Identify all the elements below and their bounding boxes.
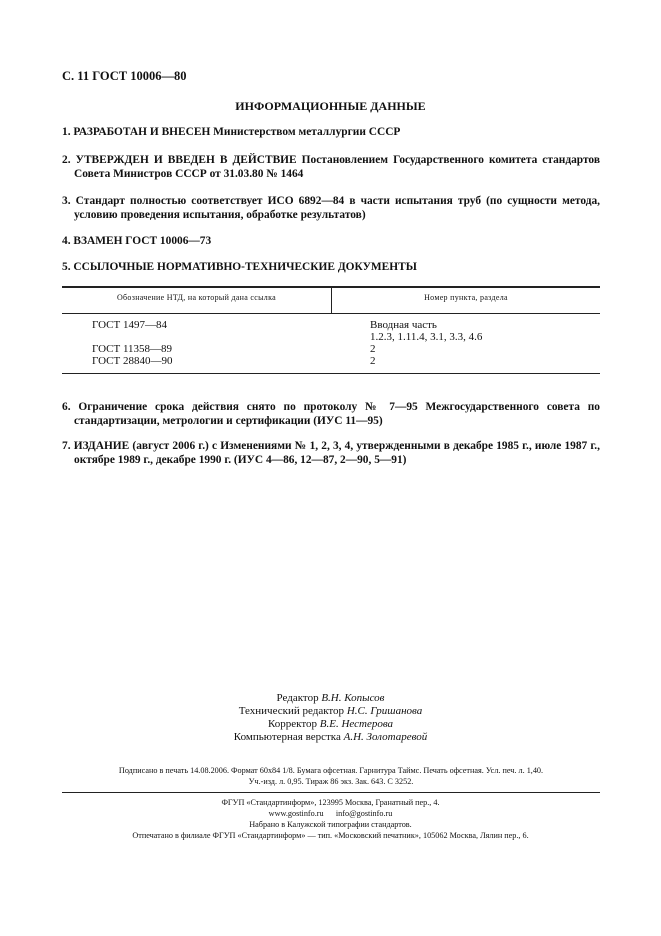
item-number: 4. xyxy=(62,235,71,247)
credit-layout: Компьютерная верстка А.Н. Золотаревой xyxy=(233,731,428,743)
website-link[interactable]: www.gostinfo.ru xyxy=(268,809,324,818)
imprint-line-2: Уч.-изд. л. 0,95. Тираж 86 экз. Зак. 643. С 3252. xyxy=(248,777,414,786)
table-cell-ref: 2 xyxy=(370,343,376,355)
publisher-contacts xyxy=(30,809,631,820)
info-item-6 xyxy=(62,401,600,428)
item-number: 3. xyxy=(62,195,71,207)
credit-editor: Редактор В.Н. Копысов xyxy=(276,692,385,704)
credit-proofreader: Корректор В.Е. Нестерова xyxy=(267,718,394,730)
item-text: Стандарт полностью соответствует ИСО 6892—84 в части испытания труб (по сущности метода, условию проведения испытания, обработке результатов) xyxy=(74,195,601,221)
imprint-line-1: Подписано в печать 14.08.2006. Формат 60x84 1/8. Бумага офсетная. Гарнитура Таймс. Печать офсетная. Усл. печ. л. 1,40. xyxy=(118,766,544,775)
info-item-7 xyxy=(62,440,600,467)
item-text: РАЗРАБОТАН И ВНЕСЕН Министерством металлургии СССР xyxy=(73,126,401,138)
email-link[interactable]: info@gostinfo.ru xyxy=(335,809,393,818)
info-item-5 xyxy=(62,261,600,275)
credits-block xyxy=(0,692,661,744)
footer-rule xyxy=(62,792,600,793)
item-number: 7. xyxy=(62,440,71,452)
item-text: ССЫЛОЧНЫЕ НОРМАТИВНО-ТЕХНИЧЕСКИЕ ДОКУМЕНТЫ xyxy=(73,261,417,273)
item-text: Ограничение срока действия снято по протоколу № 7—95 Межгосударственного совета по стандартизации, метрологии и сертификации (ИУС 11—95) xyxy=(74,401,600,427)
publisher-address: ФГУП «Стандартинформ», 123995 Москва, Гранатный пер., 4. xyxy=(221,798,440,807)
table-cell-ref: 2 xyxy=(370,355,376,367)
item-number: 6. xyxy=(62,401,71,413)
table-cell-doc: ГОСТ 28840—90 xyxy=(92,355,173,367)
table-header-ref: Номер пункта, раздела xyxy=(424,293,508,302)
table-cell-doc: ГОСТ 1497—84 xyxy=(92,319,167,331)
item-number: 2. xyxy=(62,154,71,166)
info-item-1 xyxy=(62,126,600,140)
table-cell-ref: 1.2.3, 1.11.4, 3.1, 3.3, 4.6 xyxy=(370,331,483,343)
item-text: ВЗАМЕН ГОСТ 10006—73 xyxy=(73,235,212,247)
table-cell-doc: ГОСТ 11358—89 xyxy=(92,343,173,355)
info-item-4 xyxy=(62,235,600,249)
item-number: 1. xyxy=(62,126,71,138)
info-item-3 xyxy=(62,195,600,222)
item-text: ИЗДАНИЕ (август 2006 г.) с Изменениями № 1, 2, 3, 4, утвержденными в декабре 1985 г., июле 1987 г., октябре 1989 г., декабре 1990 г. (ИУС 4—86, 12—87, 2—90, 5—91) xyxy=(73,440,600,466)
printing-note: Отпечатано в филиале ФГУП «Стандартинформ» — тип. «Московский печатник», 105062 Москва, Лялин пер., 6. xyxy=(132,831,529,840)
item-text: УТВЕРЖДЕН И ВВЕДЕН В ДЕЙСТВИЕ Постановлением Государственного комитета стандартов Совета Министров СССР от 31.03.80 № 1464 xyxy=(74,154,600,180)
credit-tech-editor: Технический редактор Н.С. Гришанова xyxy=(238,705,423,717)
info-item-2 xyxy=(62,154,600,181)
table-cell-ref: Вводная часть xyxy=(370,319,437,331)
table-bottom-rule xyxy=(62,373,600,374)
item-number: 5. xyxy=(62,261,71,273)
page-header: С. 11 ГОСТ 10006—80 xyxy=(62,69,187,83)
table-header-doc: Обозначение НТД, на который дана ссылка xyxy=(116,293,277,302)
typesetting-note: Набрано в Калужской типографии стандартов. xyxy=(249,820,412,829)
section-title: ИНФОРМАЦИОННЫЕ ДАННЫЕ xyxy=(235,99,426,113)
